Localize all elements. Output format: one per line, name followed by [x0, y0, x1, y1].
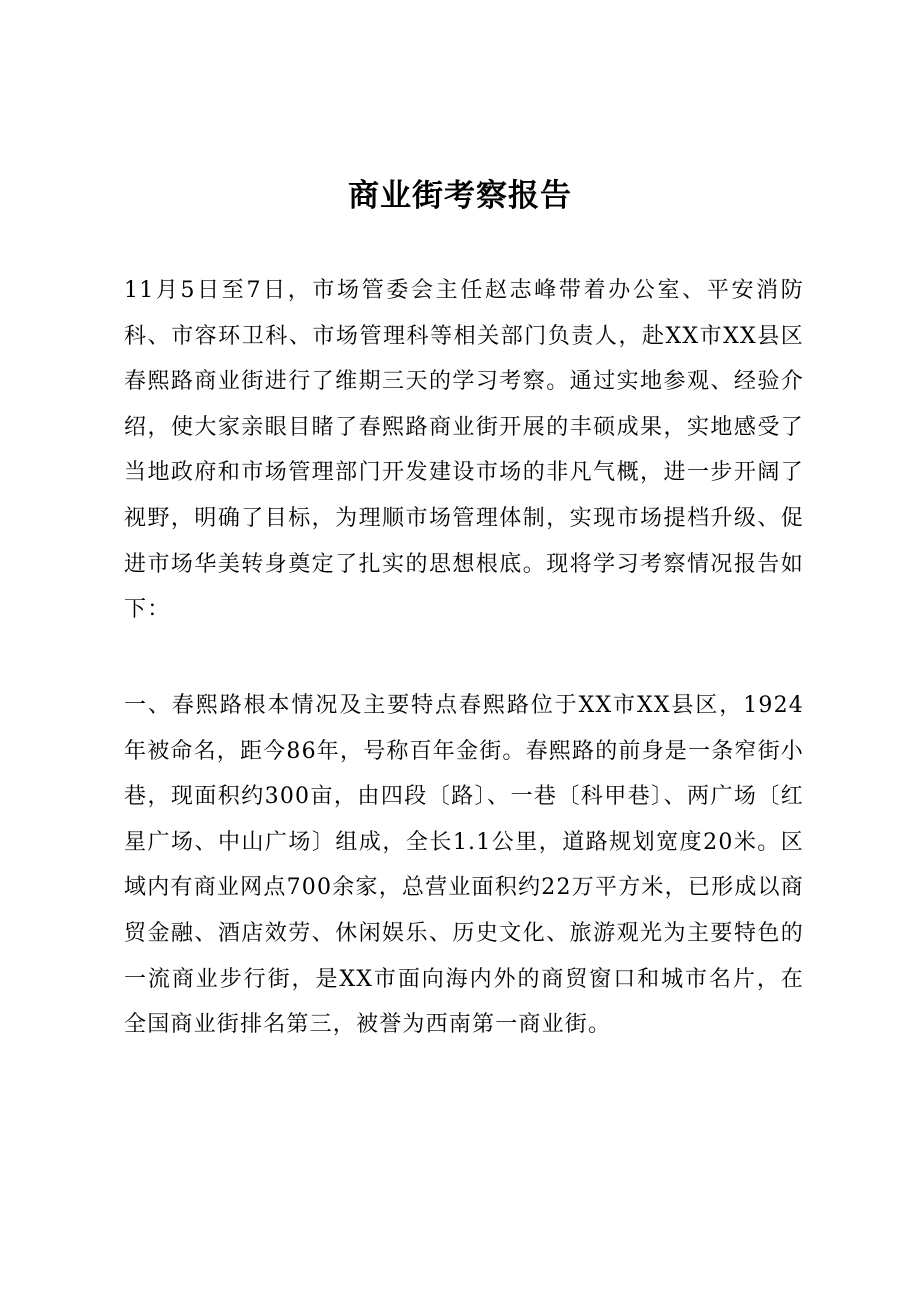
paragraph-intro: 11月5日至7日，市场管委会主任赵志峰带着办公室、平安消防科、市容环卫科、市场管理科等相关部门负责人，赴XX市XX县区春熙路商业街进行了维期三天的学习考察。通过实地参观、经验介绍，使大家亲眼目睹了春熙路商业街开展的丰硕成果，实地感受了当地政府和市场管理部门开发建设市场的非凡气概，进一步开阔了视野，明确了目标，为理顺市场管理体制，实现市场提档升级、促进市场华美转身奠定了扎实的思想根底。现将学习考察情况报告如下： [124, 278, 804, 623]
paragraph-section-one: 一、春熙路根本情况及主要特点春熙路位于XX市XX县区，1924年被命名，距今86年，号称百年金街。春熙路的前身是一条窄街小巷，现面积约300亩，由四段〔路〕、一巷〔科甲巷〕、两广场〔红星广场、中山广场〕组成，全长1.1公里，道路规划宽度20米。区域内有商业网点700余家，总营业面积约22万平方米，已形成以商贸金融、酒店效劳、休闲娱乐、历史文化、旅游观光为主要特色的一流商业步行街，是XX市面向海内外的商贸窗口和城市名片，在全国商业街排名第三，被誉为西南第一商业街。 [124, 693, 804, 1038]
document-title: 商业街考察报告 [348, 178, 572, 214]
